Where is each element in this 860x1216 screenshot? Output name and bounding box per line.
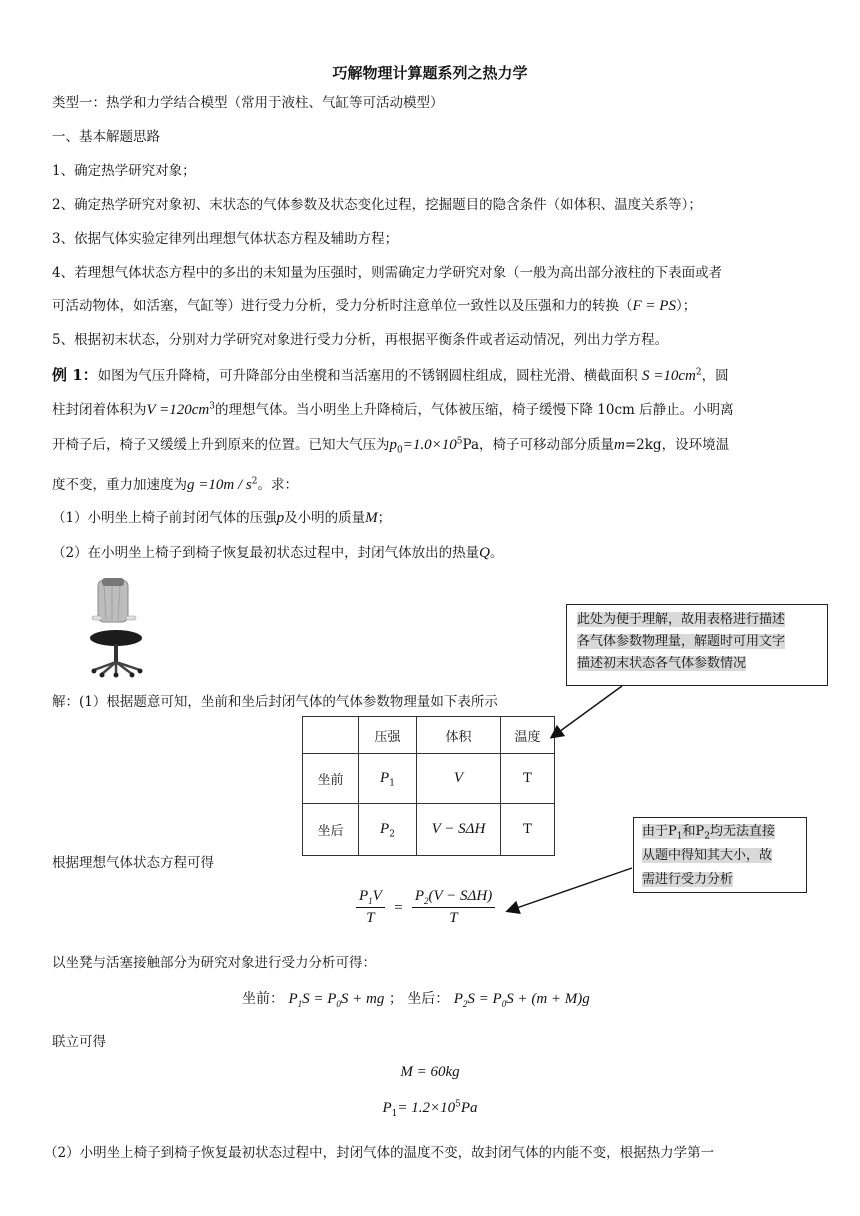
table-header-row [303,717,555,754]
table-header-volume: 体积 [417,717,501,754]
gas-parameter-table [302,716,555,856]
question-1: （1）小明坐上椅子前封闭气体的压强p及小明的质量M； [52,510,392,526]
row-label-before: 坐前 [303,754,359,804]
table-header-temperature: 温度 [501,717,555,754]
section-heading: 一、基本解题思路 [52,129,160,145]
step-2: 2、确定热学研究对象初、末状态的气体参数及状态变化过程，挖掘题目的隐含条件（如体积、温度关系等）； [52,197,702,213]
table-row [303,754,555,804]
ideal-gas-equation: $\frac{P_1V}{T}$ = $\frac{P_2(V - S\Delta H)}{T}$ [356,888,495,927]
step-4: 4、若理想气体状态方程中的多出的未知量为压强时，则需确定力学研究对象（一般为高出部分液柱的下表面或者 [52,265,723,281]
cell-temperature: T [501,754,555,804]
question-2: （2）在小明坐上椅子到椅子恢复最初状态过程中，封闭气体放出的热量Q。 [52,545,504,561]
combine-text: 联立可得 [52,1034,106,1050]
force-balance-equations: 坐前： $P_1S = P_0S$ + mg ； 坐后： $P_2S = P_0S + (m + M)g$ [242,991,590,1009]
example-line-4: 度不变，重力加速度为$g =10m / s^2$。求： [52,476,298,493]
result-mass: M = 60kg [400,1064,460,1080]
step-5: 5、根据初末状态，分别对力学研究对象进行受力分析，再根据平衡条件或者运动情况，列出力学方程。 [52,332,669,348]
table-header-pressure: 压强 [359,717,417,754]
cell-volume: V − SΔH [417,804,501,856]
part-2-text: （2）小明坐上椅子到椅子恢复最初状态过程中，封闭气体的温度不变，故封闭气体的内能不变，根据热力学第一 [44,1145,715,1161]
row-label-after: 坐后 [303,804,359,856]
result-pressure: $P_1= 1.2\times 10^5Pa$ [382,1099,478,1119]
office-chair-image [84,576,154,680]
step-4-cont: 可活动物体，如活塞，气缸等）进行受力分析，受力分析时注意单位一致性以及压强和力的转换（F = PS）； [52,298,697,314]
force-pressure-formula: F = PS [632,298,676,314]
page-title: 巧解物理计算题系列之热力学 [332,64,528,82]
cell-volume: V [417,754,501,804]
cell-pressure: $P_2$ [359,804,417,856]
example-line-2: 柱封闭着体积为$V =120cm^3$的理想气体。当小明坐上升降椅后，气体被压缩，椅子缓慢下降 10cm 后静止。小明离 [52,401,734,418]
cell-pressure: $P_1$ [359,754,417,804]
table-header-empty [303,717,359,754]
type-heading: 类型一：热学和力学结合模型（常用于液柱、气缸等可活动模型） [52,95,444,111]
example-label: 例 1： [52,366,98,384]
cell-temperature: T [501,804,555,856]
annotation-note-table: 此处为便于理解，故用表格进行描述 各气体参数物理量，解题时可用文字 描述初末状态各气体参数情况 [566,604,828,686]
step-3: 3、依据气体实验定律列出理想气体状态方程及辅助方程； [52,231,399,247]
force-analysis-intro: 以坐凳与活塞接触部分为研究对象进行受力分析可得： [52,955,376,971]
step-1: 1、确定热学研究对象； [52,163,196,179]
table-row [303,804,555,856]
example-line-3: 开椅子后，椅子又缓缓上升到原来的位置。已知大气压为$p_0=1.0\times 10^5Pa$，椅子可移动部分质量m=2kg，设环境温 [52,436,730,456]
annotation-note-force: 由于$P_1$和$P_2$均无法直接 从题中得知其大小，故 需进行受力分析 [633,817,807,893]
solution-intro: 解：(1）根据题意可知，坐前和坐后封闭气体的气体参数物理量如下表所示 [52,694,498,710]
example-line-1: 例 1：如图为气压升降椅，可升降部分由坐櫈和当活塞用的不锈钢圆柱组成，圆柱光滑、横截面积 $S =10cm^2$，圆 [52,366,729,384]
state-equation-intro: 根据理想气体状态方程可得 [52,855,214,871]
